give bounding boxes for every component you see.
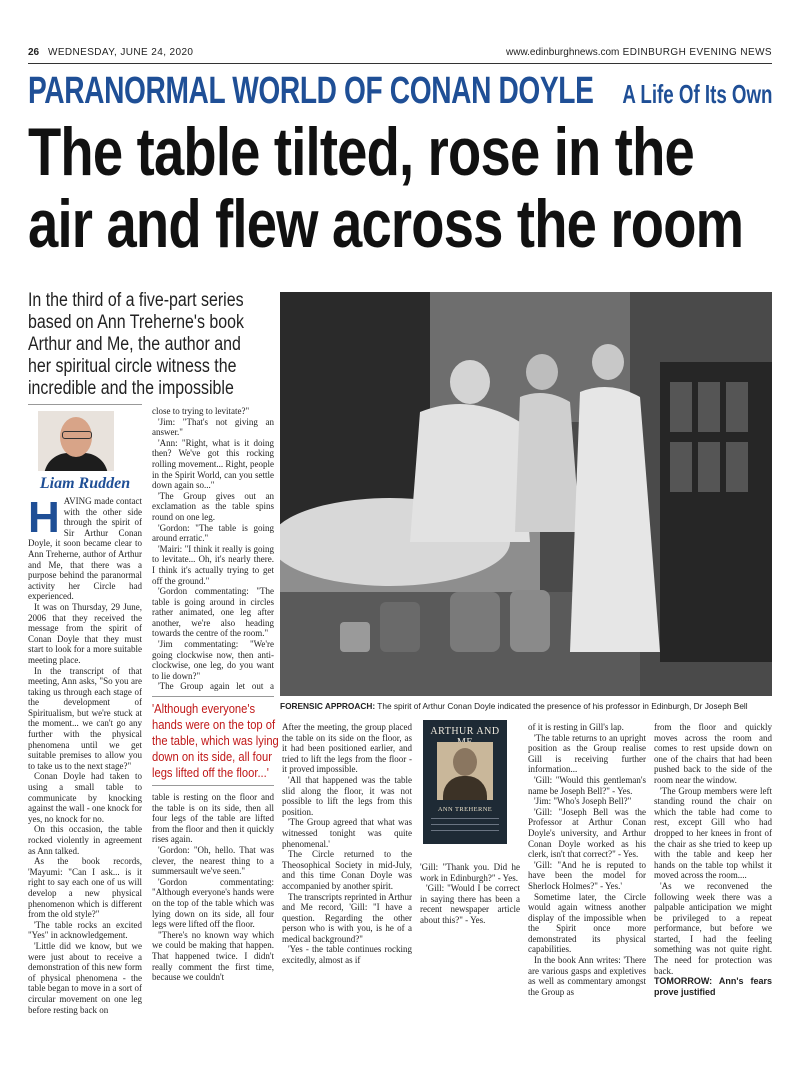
publication-name: EDINBURGH EVENING NEWS	[622, 47, 772, 58]
body-paragraph: 'The table rocks an excited "Yes" in acknowledgement.	[28, 919, 142, 941]
author-avatar	[38, 411, 114, 471]
body-paragraph: It was on Thursday, 29 June, 2006 that they received the message from the spirit of Conan Doyle that they must start to look for a more suitable meeting place.	[28, 601, 142, 665]
headline	[28, 116, 772, 260]
photo-caption	[280, 701, 772, 711]
author-handle	[28, 413, 36, 473]
seance-photo-illustration	[280, 292, 772, 696]
body-paragraph: After the meeting, the group placed the table on its side on the floor, as it had been positioned earlier, and tried to lift the legs from the floor - it proved impossible.	[282, 722, 412, 775]
body-paragraph: 'Jim: "Who's Joseph Bell?"	[534, 796, 632, 807]
body-column-2-bottom	[152, 792, 274, 1044]
body-paragraph: 'Yes - the table continues rocking excitedly, almost as if	[282, 944, 412, 966]
body-paragraph: "There's no known way which we could be making that happen. That happened twice. I didn't really comment the first time, because we couldn't	[152, 929, 274, 983]
body-paragraph: Conan Doyle had taken to using a small table to communicate by knocking against the wall - one knock for yes, no knock for no.	[28, 771, 142, 824]
headline-line-2: air and flew across the room	[28, 186, 744, 262]
tomorrow-teaser: TOMORROW: Ann's fears prove justified	[654, 976, 772, 997]
caption-label: FORENSIC APPROACH:	[280, 701, 376, 711]
body-paragraph: 'Little did we know, but we were just about to receive a demonstration of this new form of physical phenomena - the table began to move in a sort of circular movement on one leg before resting back on	[28, 940, 142, 1015]
website-url: www.edinburghnews.com	[506, 47, 620, 58]
body-paragraph: 'Ann: "Right, what is it doing then? We've got this rocking rolling movement... Right, people in the Spirit World, can you settle down again so..."	[152, 437, 274, 491]
byline	[28, 404, 142, 495]
body-paragraph: close to trying to levitate?"	[152, 406, 250, 416]
standfirst-line: In the third of a five-part series	[28, 290, 244, 311]
body-paragraph: 'All that happened was the table slid along the floor, it was not possible to lift the legs from this position.	[282, 774, 412, 817]
body-paragraph: 'The Group again let out a	[158, 681, 274, 692]
series-tag: A Life Of Its Own	[621, 79, 772, 109]
body-paragraph: 'Gordon commentating: "Although everyone's hands were on the top of the table which was lying down on its side, all four legs were lifted off the floor.	[152, 876, 274, 930]
body-paragraph: 'Gill: "Joseph Bell was the Professor at Arthur Conan Doyle's university, and Arthur Conan Doyle worked as his clerk, isn't that correct?" - Yes.	[528, 806, 646, 860]
body-column-3	[282, 722, 412, 1044]
page-number: 26	[28, 47, 40, 58]
standfirst	[28, 290, 268, 400]
pull-quote-line: hands were on the top of	[152, 717, 276, 732]
newspaper-page	[28, 44, 772, 1044]
body-paragraph: 'The Group gives out an exclamation as the table spins round on one leg.	[152, 490, 274, 522]
body-paragraph: The Circle returned to the Theosophical Society in mid-July, and this time Conan Doyle was accompanied by another spirit.	[282, 849, 412, 891]
conan-doyle-portrait	[437, 742, 493, 800]
body-column-1	[28, 496, 142, 1044]
body-paragraph: 'The Group members were left standing round the chair on which the table had come to rest, except Gill who had dropped to her knees in front of the chair as she tried to keep up with the table and keep her hands on the table top whilst it moved across the room....	[654, 785, 772, 881]
pull-quote-line: down on its side, all four	[152, 749, 272, 764]
body-column-4-bottom	[420, 862, 520, 1044]
pull-quote-line: 'Although everyone's	[152, 701, 256, 716]
book-blurb-line	[431, 830, 499, 831]
body-paragraph: As the book records, 'Mayumi: "Can I ask... is it right to say each one of us will develop a new physical phenomenon which is different from the old style?"	[28, 856, 142, 920]
standfirst-line: Arthur and Me, the author and	[28, 334, 241, 355]
drop-cap: H	[28, 496, 60, 542]
portrait-head	[453, 748, 477, 776]
body-column-4	[528, 722, 646, 1044]
body-column-2-top	[152, 406, 274, 692]
body-paragraph: 'Mairi: "I think it really is going to levitate... Oh, it's nearly there. I think it's actually trying to get off the ground."	[152, 543, 274, 586]
author-name: Liam Rudden	[39, 475, 131, 492]
body-paragraph: from the floor and quickly moves across the room and comes to rest upside down on one of the chairs that had been pushed back to the side of the room near the window.	[654, 722, 772, 785]
body-paragraph: 'Gill: "Would I be correct in saying there has been a recent newspaper article about this?" - Yes.	[420, 883, 520, 925]
pull-quote-line: legs lifted off the floor...'	[152, 765, 269, 780]
portrait-shoulders	[443, 776, 487, 800]
body-paragraph: of it is resting in Gill's lap.	[528, 722, 624, 732]
avatar-glasses	[62, 431, 92, 439]
section-kicker	[28, 70, 772, 116]
body-paragraph: AVING made contact with the other side through the spirit of Sir Arthur Conan Doyle, it soon became clear to Ann Treherne, author of Arthur and Me, that there was a purpose behind the paranormal activity her Circle had experienced.	[28, 496, 142, 602]
body-paragraph: 'Gill: "Would this gentleman's name be Joseph Bell?" - Yes.	[528, 774, 646, 796]
body-paragraph: 'Gordon commentating: "The table is going around in circles rather animated, one leg after another, we're also heading towards the centre of the room."	[152, 586, 274, 639]
body-column-5	[654, 722, 772, 1044]
series-title: PARANORMAL WORLD OF CONAN DOYLE	[28, 70, 594, 112]
issue-date: WEDNESDAY, JUNE 24, 2020	[48, 47, 194, 58]
body-paragraph: In the book Ann writes: 'There are various gasps and expletives as well as commentary amongst the Group as	[528, 955, 646, 997]
standfirst-line: based on Ann Treherne's book	[28, 312, 245, 333]
author-handle-text	[28, 419, 29, 466]
body-paragraph: 'Gill: "Thank you. Did he work in Edinburgh?" - Yes.	[420, 862, 520, 883]
header-rule	[28, 63, 772, 64]
caption-text: The spirit of Arthur Conan Doyle indicated the presence of his professor in Edinburgh, Dr Joseph Bell	[377, 701, 748, 711]
body-paragraph: 'The Group agreed that what was witnessed tonight was quite phenomenal.'	[282, 817, 412, 849]
pull-quote	[152, 696, 279, 786]
body-paragraph: 'Gordon: "The table is going around erratic."	[152, 522, 274, 544]
book-cover	[423, 720, 507, 844]
body-paragraph: 'Gordon: "Oh, hello. That was clever, the nearest thing to a summersault we've seen."	[152, 844, 274, 877]
body-paragraph: In the transcript of that meeting, Ann asks, "So you are taking us through each stage of the development of Spiritualism, but we're stuck at the moment... we can't go any further with the physical phenomena until we get suitable premises to allow you to take us to the next stage?"	[28, 665, 142, 771]
book-blurb-line	[431, 824, 499, 825]
pull-quote-line: the table, which was lying	[152, 733, 279, 748]
headline-line-1: The table tilted, rose in the	[28, 114, 694, 190]
body-paragraph: Sometime later, the Circle would again witness another display of the impossible when the Spirit once more demonstrated its physical capabilities.	[528, 891, 646, 955]
body-paragraph: table is resting on the floor and the table is on its side, then all four legs of the table are lifted from the floor and then it quickly rises again.	[152, 792, 274, 845]
body-paragraph: 'As we reconvened the following week there was a palpable anticipation we might be privileged to a repeat performance, but before we started, I had the feeling something was not quite right. The need for protection was back.	[654, 880, 772, 976]
standfirst-line: her spiritual circle witness the	[28, 356, 237, 377]
standfirst-line: incredible and the impossible	[28, 378, 234, 399]
body-paragraph: 'The table returns to an upright position as the Group realise Gill is receiving further information...	[528, 732, 646, 775]
book-title: ARTHUR AND	[430, 726, 500, 737]
body-paragraph: 'Jim commentating: "We're going clockwise now, then anti-clockwise, one leg, do you want to lie down?"	[152, 639, 274, 681]
page-header	[28, 44, 772, 62]
body-paragraph: 'Jim: "That's not giving an answer."	[152, 416, 274, 438]
body-paragraph: 'Gill: "And he is reputed to have been the model for Sherlock Holmes?" - Yes.'	[528, 859, 646, 891]
body-paragraph: On this occasion, the table rocked violently in agreement as Ann talked.	[28, 824, 142, 856]
book-blurb-line	[431, 818, 499, 819]
body-paragraph: The transcripts reprinted in Arthur and Me record, 'Gill: "I have a question. Regarding the other person who is with you, is he of a medical background?"	[282, 891, 412, 944]
book-author: ANN TREHERNE	[437, 806, 493, 813]
article-photo	[280, 292, 772, 696]
